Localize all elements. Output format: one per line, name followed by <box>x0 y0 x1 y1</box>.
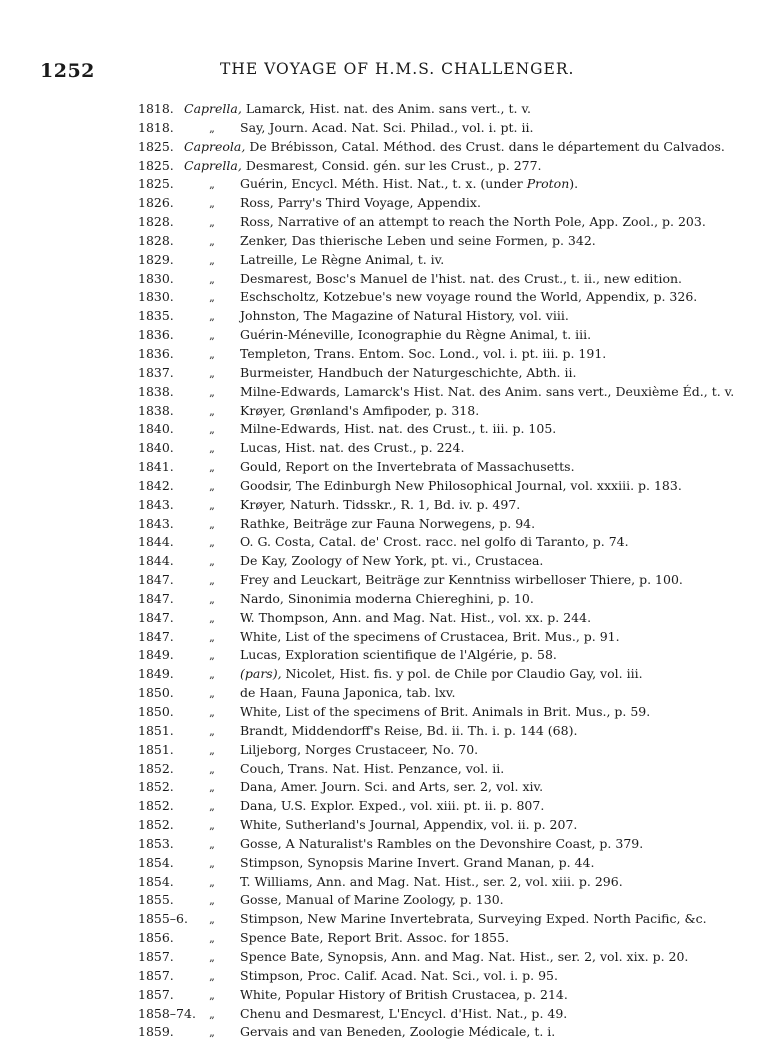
entry-reference <box>246 157 542 176</box>
entry-reference <box>240 571 683 590</box>
entry-year: 1828. <box>138 232 174 248</box>
entry-year: 1858–74. <box>138 1005 196 1021</box>
entry-year: 1843. <box>138 515 174 531</box>
entry-reference-text: Ross, Narrative of an attempt to reach the North Pole, App. Zool., p. 203. <box>240 214 706 230</box>
entry-year: 1826. <box>138 195 174 211</box>
entry-reference <box>240 477 682 496</box>
entry-reference-text: T. Williams, Ann. and Mag. Nat. Hist., ser. 2, vol. xiii. p. 296. <box>240 873 623 889</box>
ditto-mark: „ <box>209 272 215 286</box>
entry-year: 1844. <box>138 553 174 569</box>
bibliography-entry <box>138 251 738 270</box>
entry-reference <box>240 910 707 929</box>
entry-reference <box>240 458 575 477</box>
entry-reference-text: Latreille, Le Règne Animal, t. iv. <box>240 251 445 267</box>
entry-pars-note: (pars), <box>240 666 282 682</box>
entry-reference-text: Brandt, Middendorff's Reise, Bd. ii. Th. i. p. 144 (68). <box>240 722 578 738</box>
entry-reference-text: De Kay, Zoology of New York, pt. vi., Crustacea. <box>240 553 544 569</box>
entry-reference <box>240 270 682 289</box>
ditto-mark: „ <box>209 404 215 418</box>
entry-reference-text: Lucas, Exploration scientifique de l'Algérie, p. 58. <box>240 647 557 663</box>
ditto-mark: „ <box>209 291 215 305</box>
entry-reference-text: Milne-Edwards, Hist. nat. des Crust., t. iii. p. 105. <box>240 421 557 437</box>
bibliography-entry <box>138 1023 738 1042</box>
entry-reference-text: de Haan, Fauna Japonica, tab. lxv. <box>240 685 456 701</box>
entry-year: 1828. <box>138 214 174 230</box>
bibliography-entry <box>138 383 738 402</box>
bibliography-entry <box>138 138 738 157</box>
ditto-mark: „ <box>209 762 215 776</box>
entry-reference <box>240 533 629 552</box>
ditto-mark: „ <box>209 197 215 211</box>
entry-reference-text: Krøyer, Naturh. Tidsskr., R. 1, Bd. iv. p. 497. <box>240 496 521 512</box>
ditto-mark: „ <box>209 479 215 493</box>
ditto-mark: „ <box>209 555 215 569</box>
ditto-mark: „ <box>209 875 215 889</box>
bibliography-entry <box>138 665 738 684</box>
bibliography-entry <box>138 552 738 571</box>
ditto-mark: „ <box>209 442 215 456</box>
entry-reference <box>240 967 558 986</box>
bibliography-entry <box>138 1005 738 1024</box>
entry-reference-text: White, Popular History of British Crustacea, p. 214. <box>240 986 568 1002</box>
entry-year: 1854. <box>138 873 174 889</box>
ditto-mark: „ <box>209 1026 215 1040</box>
entry-reference-text: Templeton, Trans. Entom. Soc. Lond., vol. i. pt. iii. p. 191. <box>240 345 607 361</box>
bibliography-entry <box>138 100 738 119</box>
entry-reference <box>240 628 620 647</box>
entry-year: 1854. <box>138 854 174 870</box>
entry-reference <box>240 760 504 779</box>
entry-reference-text: Liljeborg, Norges Crustaceer, No. 70. <box>240 741 479 757</box>
entry-year: 1841. <box>138 459 174 475</box>
ditto-mark: „ <box>209 837 215 851</box>
bibliography-entry <box>138 119 738 138</box>
entry-year: 1850. <box>138 685 174 701</box>
bibliography-entry <box>138 213 738 232</box>
entry-year: 1843. <box>138 496 174 512</box>
entry-year: 1835. <box>138 308 174 324</box>
entry-year: 1852. <box>138 760 174 776</box>
entry-reference-text: Stimpson, Synopsis Marine Invert. Grand Manan, p. 44. <box>240 854 595 870</box>
ditto-mark: „ <box>209 517 215 531</box>
entry-genus: Caprella, <box>184 157 242 173</box>
bibliography-entry <box>138 194 738 213</box>
ditto-mark: „ <box>209 611 215 625</box>
entry-reference-text: Lamarck, Hist. nat. des Anim. sans vert., t. v. <box>245 101 531 116</box>
entry-reference <box>240 722 577 741</box>
entry-reference <box>240 439 464 458</box>
ditto-mark: „ <box>209 856 215 870</box>
entry-year: 1859. <box>138 1024 174 1040</box>
entry-year: 1840. <box>138 421 174 437</box>
entry-reference <box>246 100 531 119</box>
entry-year: 1847. <box>138 572 174 588</box>
bibliography-entry <box>138 496 738 515</box>
entry-reference <box>240 496 520 515</box>
entry-reference-text: De Brébisson, Catal. Méthod. des Crust. dans le département du Calvados. <box>249 138 725 154</box>
entry-year: 1838. <box>138 402 174 418</box>
entry-year: 1847. <box>138 590 174 606</box>
ditto-mark: „ <box>209 894 215 908</box>
entry-reference <box>240 854 594 873</box>
ditto-mark: „ <box>209 630 215 644</box>
ditto-mark: „ <box>209 743 215 757</box>
bibliography-entry <box>138 967 738 986</box>
entry-year: 1829. <box>138 251 174 267</box>
entry-reference <box>240 929 509 948</box>
entry-year: 1840. <box>138 440 174 456</box>
ditto-mark: „ <box>209 649 215 663</box>
bibliography-entry <box>138 760 738 779</box>
entry-reference-text: Nicolet, Hist. fis. y pol. de Chile por Claudio Gay, vol. iii. <box>281 666 643 682</box>
ditto-mark: „ <box>209 253 215 267</box>
entry-year: 1830. <box>138 289 174 305</box>
entry-reference <box>240 307 569 326</box>
entry-reference <box>240 703 650 722</box>
bibliography-entry <box>138 929 738 948</box>
entry-reference-text: Spence Bate, Report Brit. Assoc. for 1855. <box>240 930 510 946</box>
entry-year: 1852. <box>138 817 174 833</box>
bibliography-entry <box>138 307 738 326</box>
ditto-mark: „ <box>209 178 215 192</box>
entry-reference <box>240 646 557 665</box>
entry-reference-text: Dana, Amer. Journ. Sci. and Arts, ser. 2, vol. xiv. <box>240 779 544 795</box>
entry-year: 1853. <box>138 835 174 851</box>
bibliography-entry <box>138 986 738 1005</box>
ditto-mark: „ <box>209 913 215 927</box>
entry-reference-text: Say, Journ. Acad. Nat. Sci. Philad., vol. i. pt. ii. <box>240 119 534 135</box>
entry-year: 1825. <box>138 157 174 173</box>
bibliography-entry <box>138 854 738 873</box>
entry-reference-italic: Proton <box>526 176 570 192</box>
bibliography-entry <box>138 590 738 609</box>
ditto-mark: „ <box>209 687 215 701</box>
entry-reference <box>240 175 578 194</box>
bibliography-entry <box>138 628 738 647</box>
bibliography-entry <box>138 439 738 458</box>
entry-reference <box>240 420 556 439</box>
ditto-mark: „ <box>209 819 215 833</box>
entry-reference-text: Gould, Report on the Invertebrata of Massachusetts. <box>240 459 575 475</box>
entry-reference <box>240 552 543 571</box>
running-title: THE VOYAGE OF H.M.S. CHALLENGER. <box>220 60 575 78</box>
bibliography-entry <box>138 797 738 816</box>
entry-year: 1838. <box>138 383 174 399</box>
entry-year: 1857. <box>138 967 174 983</box>
bibliography-entry <box>138 816 738 835</box>
ditto-mark: „ <box>209 706 215 719</box>
ditto-mark: „ <box>209 932 215 946</box>
entry-reference <box>240 515 535 534</box>
entry-reference <box>240 665 643 684</box>
ditto-mark: „ <box>209 969 215 983</box>
entry-reference-text: White, List of the specimens of Brit. Animals in Brit. Mus., p. 59. <box>240 704 651 719</box>
entry-reference-text: Rathke, Beiträge zur Fauna Norwegens, p. 94. <box>240 515 536 531</box>
ditto-mark: „ <box>209 574 215 588</box>
bibliography-entry <box>138 364 738 383</box>
bibliography-entry <box>138 515 738 534</box>
entry-reference-text: Chenu and Desmarest, L'Encycl. d'Hist. Nat., p. 49. <box>240 1005 568 1021</box>
bibliography-entry <box>138 232 738 251</box>
entry-reference-text: Stimpson, New Marine Invertebrata, Surveying Exped. North Pacific, &c. <box>240 911 707 927</box>
bibliography-entry <box>138 646 738 665</box>
bibliography-entry <box>138 458 738 477</box>
entry-reference <box>240 684 455 703</box>
entry-reference-text: Burmeister, Handbuch der Naturgeschichte, Abth. ii. <box>240 364 577 380</box>
entry-year: 1837. <box>138 364 174 380</box>
entry-year: 1830. <box>138 270 174 286</box>
entry-reference <box>240 741 478 760</box>
entry-year: 1851. <box>138 741 174 757</box>
entry-reference-text: Desmarest, Consid. gén. sur les Crust., p. 277. <box>245 157 542 173</box>
entry-genus: Caprella, <box>184 101 242 116</box>
entry-reference <box>240 119 533 138</box>
ditto-mark: „ <box>209 329 215 343</box>
entry-year: 1855–6. <box>138 911 188 927</box>
entry-reference-text: Ross, Parry's Third Voyage, Appendix. <box>240 195 481 211</box>
ditto-mark: „ <box>209 423 215 437</box>
entry-year: 1844. <box>138 534 174 550</box>
entry-reference-text: Johnston, The Magazine of Natural History, vol. viii. <box>240 308 569 324</box>
entry-reference <box>240 778 543 797</box>
ditto-mark: „ <box>209 536 215 550</box>
ditto-mark: „ <box>209 461 215 475</box>
entry-year: 1825. <box>138 138 174 154</box>
bibliography-entry <box>138 270 738 289</box>
bibliography-entry <box>138 703 738 722</box>
ditto-mark: „ <box>209 781 215 795</box>
bibliography-entry <box>138 420 738 439</box>
entry-reference-text: Lucas, Hist. nat. des Crust., p. 224. <box>240 440 465 456</box>
ditto-mark: „ <box>209 724 215 738</box>
entry-reference <box>240 1005 567 1024</box>
entry-year: 1856. <box>138 930 174 946</box>
entry-reference <box>240 797 544 816</box>
entry-reference-text: Gosse, A Naturalist's Rambles on the Devonshire Coast, p. 379. <box>240 835 644 851</box>
entry-reference <box>240 891 504 910</box>
ditto-mark: „ <box>209 800 215 814</box>
ditto-mark: „ <box>209 1007 215 1021</box>
entry-reference-text: Gosse, Manual of Marine Zoology, p. 130. <box>240 892 504 908</box>
page-number: 1252 <box>40 60 95 82</box>
bibliography-entry <box>138 778 738 797</box>
entry-reference <box>240 345 606 364</box>
entry-year: 1850. <box>138 704 174 719</box>
entry-reference-text: O. G. Costa, Catal. de' Crost. racc. nel golfo di Taranto, p. 74. <box>240 534 629 550</box>
ditto-mark: „ <box>209 216 215 230</box>
entry-reference <box>240 364 576 383</box>
bibliography-entry <box>138 891 738 910</box>
entry-reference-text: Nardo, Sinonimia moderna Chiereghini, p. 10. <box>240 590 534 606</box>
ditto-mark: „ <box>209 366 215 380</box>
entry-reference <box>240 251 444 270</box>
entry-reference-text: Krøyer, Grønland's Amfipoder, p. 318. <box>240 402 480 418</box>
entry-year: 1847. <box>138 628 174 644</box>
entry-year: 1847. <box>138 609 174 625</box>
bibliography-entry <box>138 477 738 496</box>
entry-reference-text: White, List of the specimens of Crustacea, Brit. Mus., p. 91. <box>240 628 620 644</box>
entry-reference-text: Zenker, Das thierische Leben und seine Formen, p. 342. <box>240 232 596 248</box>
bibliography-entry <box>138 910 738 929</box>
entry-reference <box>240 948 688 967</box>
entry-reference <box>249 138 725 157</box>
entry-reference-text: Eschscholtz, Kotzebue's new voyage round the World, Appendix, p. 326. <box>240 289 698 305</box>
ditto-mark: „ <box>209 592 215 606</box>
entry-reference-text: White, Sutherland's Journal, Appendix, vol. ii. p. 207. <box>240 817 578 833</box>
entry-reference-text: W. Thompson, Ann. and Mag. Nat. Hist., vol. xx. p. 244. <box>240 609 592 625</box>
ditto-mark: „ <box>209 988 215 1002</box>
bibliography-entry <box>138 741 738 760</box>
entry-reference <box>240 835 643 854</box>
ditto-mark: „ <box>209 950 215 964</box>
bibliography-entry <box>138 288 738 307</box>
bibliography-entry <box>138 345 738 364</box>
ditto-mark: „ <box>209 234 215 248</box>
entry-year: 1836. <box>138 345 174 361</box>
entry-reference-text: Milne-Edwards, Lamarck's Hist. Nat. des Anim. sans vert., Deuxième Éd., t. v. <box>240 383 735 399</box>
ditto-mark: „ <box>209 385 215 399</box>
entry-reference-text: Frey and Leuckart, Beiträge zur Kenntniss wirbelloser Thiere, p. 100. <box>240 572 683 588</box>
entry-reference <box>240 288 697 307</box>
entry-year: 1857. <box>138 986 174 1002</box>
bibliography-list <box>138 100 738 1042</box>
bibliography-entry <box>138 722 738 741</box>
entry-reference-text: Guérin, Encycl. Méth. Hist. Nat., t. x. (under <box>240 176 523 192</box>
entry-reference <box>240 873 623 892</box>
entry-reference <box>240 194 481 213</box>
entry-reference <box>240 326 591 345</box>
ditto-mark: „ <box>209 121 215 135</box>
entry-year: 1855. <box>138 892 174 908</box>
entry-reference <box>240 986 568 1005</box>
entry-reference <box>240 232 596 251</box>
bibliography-entry <box>138 571 738 590</box>
bibliography-entry <box>138 873 738 892</box>
entry-reference-text: Stimpson, Proc. Calif. Acad. Nat. Sci., vol. i. p. 95. <box>240 967 558 983</box>
bibliography-entry <box>138 948 738 967</box>
bibliography-entry <box>138 402 738 421</box>
entry-reference-tail: ). <box>569 176 579 192</box>
bibliography-entry <box>138 684 738 703</box>
entry-reference <box>240 609 591 628</box>
entry-year: 1852. <box>138 779 174 795</box>
entry-reference-text: Couch, Trans. Nat. Hist. Penzance, vol. ii. <box>240 760 505 776</box>
bibliography-entry <box>138 533 738 552</box>
entry-reference-text: Guérin-Méneville, Iconographie du Règne Animal, t. iii. <box>240 327 592 343</box>
entry-year: 1849. <box>138 666 174 682</box>
bibliography-entry <box>138 326 738 345</box>
entry-year: 1849. <box>138 647 174 663</box>
entry-reference <box>240 383 734 402</box>
bibliography-entry <box>138 157 738 176</box>
entry-reference-text: Goodsir, The Edinburgh New Philosophical Journal, vol. xxxiii. p. 183. <box>240 477 682 493</box>
entry-year: 1825. <box>138 176 174 192</box>
bibliography-entry <box>138 835 738 854</box>
entry-year: 1836. <box>138 327 174 343</box>
entry-reference <box>240 590 534 609</box>
entry-year: 1842. <box>138 477 174 493</box>
entry-reference <box>240 816 577 835</box>
bibliography-entry <box>138 609 738 628</box>
entry-reference-text: Desmarest, Bosc's Manuel de l'hist. nat. des Crust., t. ii., new edition. <box>240 270 682 286</box>
ditto-mark: „ <box>209 498 215 512</box>
entry-genus: Capreola, <box>184 138 246 154</box>
entry-year: 1818. <box>138 119 174 135</box>
entry-reference <box>240 213 706 232</box>
entry-reference-text: Dana, U.S. Explor. Exped., vol. xiii. pt. ii. p. 807. <box>240 798 545 814</box>
entry-year: 1818. <box>138 101 174 116</box>
ditto-mark: „ <box>209 668 215 682</box>
entry-year: 1852. <box>138 798 174 814</box>
entry-reference-text: Gervais and van Beneden, Zoologie Médicale, t. i. <box>240 1024 556 1040</box>
entry-reference <box>240 402 479 421</box>
entry-year: 1851. <box>138 722 174 738</box>
entry-reference <box>240 1023 555 1042</box>
entry-year: 1857. <box>138 948 174 964</box>
ditto-mark: „ <box>209 310 215 324</box>
bibliography-entry <box>138 175 738 194</box>
ditto-mark: „ <box>209 347 215 361</box>
entry-reference-text: Spence Bate, Synopsis, Ann. and Mag. Nat. Hist., ser. 2, vol. xix. p. 20. <box>240 948 689 964</box>
